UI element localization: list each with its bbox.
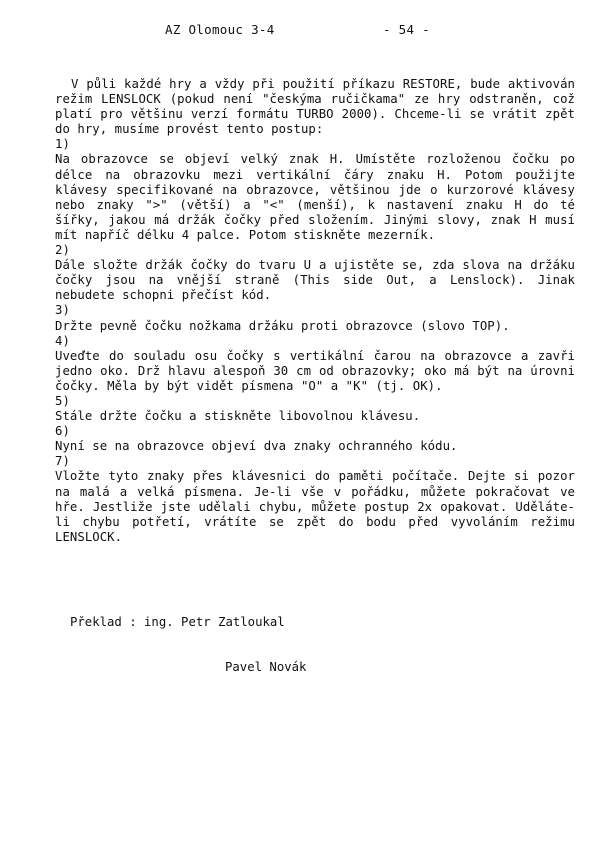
intro-paragraph: V půli každé hry a vždy při použití příkazu RESTORE, bude aktivován režim LENSLOCK (pokud není "českýma ručičkama" ze hry odstraněn, což platí pro většinu verzí formátu TURBO 2000). Chceme-li se vrátit zpět do hry, musíme provést tento postup: bbox=[55, 77, 575, 137]
translation-credits bbox=[70, 585, 306, 706]
page-header bbox=[0, 22, 600, 38]
step-number: 4) bbox=[55, 333, 70, 348]
step-text: Držte pevně čočku nožkama držáku proti obrazovce (slovo TOP). bbox=[55, 318, 510, 333]
step-number: 3) bbox=[55, 303, 70, 318]
article-body bbox=[55, 77, 575, 545]
step-number: 5) bbox=[55, 393, 70, 408]
step-number: 2) bbox=[55, 243, 70, 258]
translator-line: Překlad : ing. Petr Zatloukal bbox=[70, 615, 285, 630]
page-number: - 54 - bbox=[383, 22, 430, 37]
step-text: Stále držte čočku a stiskněte libovolnou klávesu. bbox=[55, 409, 421, 424]
step-text: Vložte tyto znaky přes klávesnici do paměti počítače. Dejte si pozor na malá a velká písmena. Je-li vše v pořádku, můžete pokračovat ve hře. Jestliže jste udělali chybu, můžete postup 2x opakovat. Uděláte-li chybu potřetí, vrátíte se zpět do bodu před vyvoláním režimu LENSLOCK. bbox=[55, 469, 575, 544]
step-text: Na obrazovce se objeví velký znak H. Umístěte rozloženou čočku po délce na obrazovku mezi vertikální čáry znaku H. Potom použijte klávesy specifikované na obrazovce, většinou jde o kurzorové klávesy nebo znaky ">" (větší) a "<" (menší), k nastavení znaku H do té šířky, jakou má držák čočky před složením. Jinými slovy, znak H musí mít napříč délku 4 palce. Potom stiskněte mezerník. bbox=[55, 152, 575, 242]
step-number: 7) bbox=[55, 454, 70, 469]
step-number: 1) bbox=[55, 137, 70, 152]
publication-title: AZ Olomouc 3-4 bbox=[165, 22, 275, 37]
step-number: 6) bbox=[55, 424, 70, 439]
step-text: Dále složte držák čočky do tvaru U a ujistěte se, zda slova na držáku čočky jsou na vnější straně (This side Out, a Lenslock). Jinak nebudete schopni přečíst kód. bbox=[55, 258, 575, 303]
step-text: Uveďte do souladu osu čočky s vertikální čarou na obrazovce a zavři jedno oko. Drž hlavu alespoň 30 cm od obrazovky; oko má být na úrovni čočky. Měla by být vidět písmena "O" a "K" (tj. OK). bbox=[55, 348, 575, 393]
step-text: Nyní se na obrazovce objeví dva znaky ochranného kódu. bbox=[55, 439, 458, 454]
co-translator-line: Pavel Novák bbox=[225, 660, 307, 675]
